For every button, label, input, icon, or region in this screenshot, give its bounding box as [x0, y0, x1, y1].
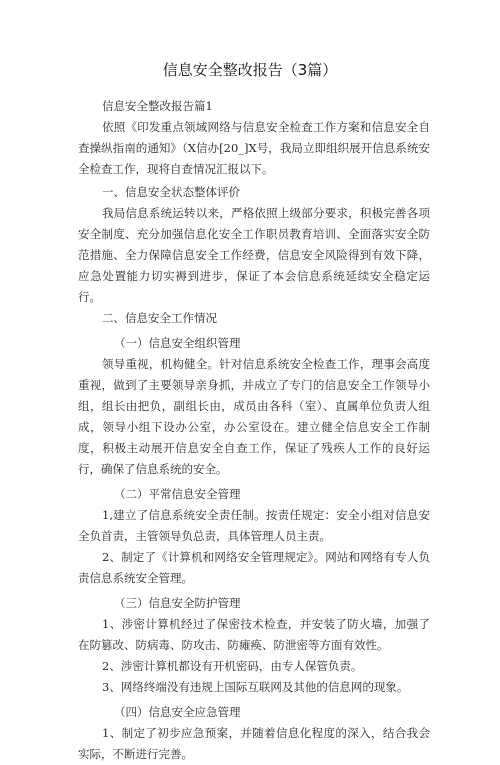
section-emergency: （四）信息安全应急管理: [114, 705, 241, 719]
paragraph-intro: 依照《印发重点领域网络与信息安全检查工作方案和信息安全自查操纵指南的通知》（X信办[20_]X号，我局立即组织展开信息系统安全检查工作，现将自查情况汇报以下。: [78, 120, 430, 176]
paragraph-protection-1: 1、涉密计算机经过了保密技术检查，并安装了防火墙，加强了在防篡改、防病毒、防攻击、防瘫痪、防泄密等方面有效性。: [78, 617, 430, 652]
paragraph-subtitle: 信息安全整改报告篇1: [102, 99, 213, 113]
section-organization: （一）信息安全组织管理: [114, 336, 241, 350]
section-protection: （三）信息安全防护管理: [114, 596, 241, 610]
document-body: [78, 96, 430, 765]
section-daily-management: （二）平常信息安全管理: [114, 487, 241, 501]
paragraph-protection-2: 2、涉密计算机都设有开机密码，由专人保管负责。: [102, 659, 363, 673]
paragraph-evaluation: 我局信息系统运转以来，严格依照上级部分要求，积极完善各项安全制度、充分加强信息化安全工作职员教育培训、全面落实安全防范措施、全力保障信息安全工作经费，信息安全风险得到有效下降，应急处置能力切实褥到进步，保证了本会信息系统延续安全稳定运行。: [78, 206, 430, 304]
paragraph-organization: 领导重视，机构健全。针对信息系统安全检查工作，理事会高度重视，做到了主要领导亲身抓，并成立了专门的信息安全工作领导小组，组长由把负，副组长由，成员由各科（室）、直属单位负责人组成，领导小组下设办公室，办公室设在。建立健全信息安全工作制度，积极主动展开信息安全自查工作，保证了残疾人工作的良好运行，确保了信息系统的安全。: [78, 357, 430, 476]
heading-overall-evaluation: 一、信息安全状态整体评价: [102, 185, 240, 199]
paragraph-emergency-1: 1、制定了初步应急预案，并随着信息化程度的深入，结合我会实际，不断进行完善。: [78, 726, 430, 761]
document-title: 信息安全整改报告（3篇）: [162, 61, 338, 79]
paragraph-protection-3: 3、网络终端没有违规上国际互联网及其他的信息网的现象。: [102, 680, 409, 694]
paragraph-responsibility: 1,建立了信息系统安全责任制。按责任规定：安全小组对信息安全负首责，主管领导负总责，具体管理人员主责。: [78, 508, 430, 543]
paragraph-regulations: 2、制定了《计算机和网络安全管理规定》。网站和网络有专人负责信息系统安全管理。: [78, 550, 430, 585]
heading-work-status: 二、信息安全工作情况: [102, 311, 217, 325]
